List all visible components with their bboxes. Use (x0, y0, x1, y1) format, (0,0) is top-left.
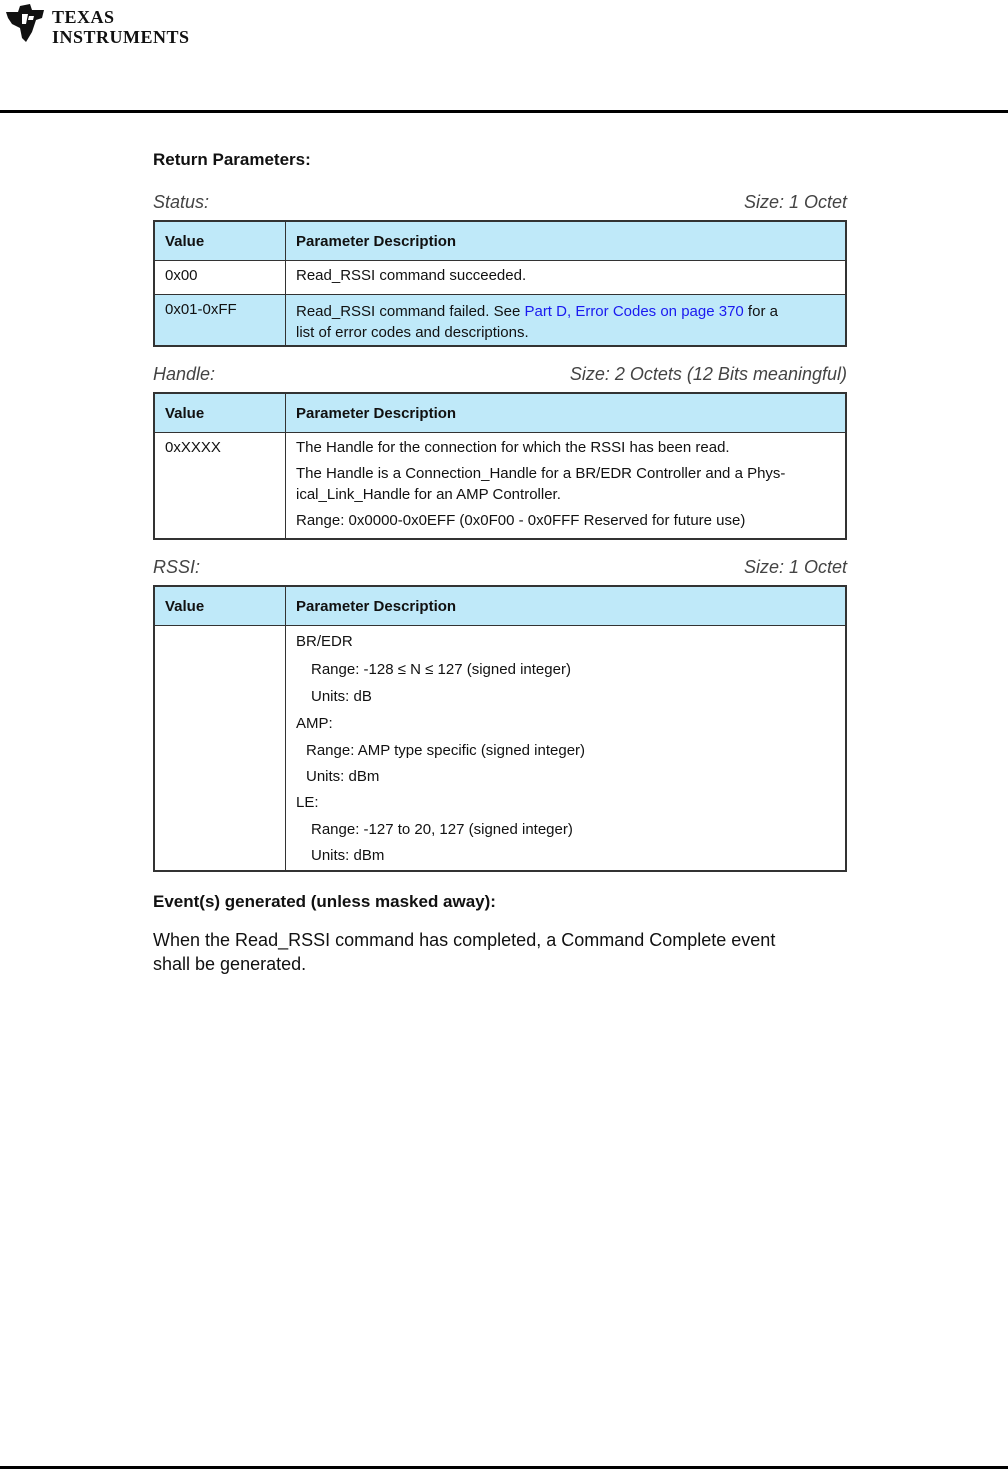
desc-text: The Handle for the connection for which the RSSI has been read. (296, 439, 730, 456)
cell-value: 0x00 (154, 261, 286, 295)
ti-logo-icon (2, 2, 48, 44)
cell-value (154, 626, 286, 872)
desc-text: ical_Link_Handle for an AMP Controller. (296, 486, 561, 503)
table-header-row (154, 393, 846, 433)
desc-text: Units: dBm (311, 847, 385, 864)
col-value-header: Value (154, 586, 286, 626)
col-desc-header: Parameter Description (286, 393, 847, 433)
status-table (153, 220, 847, 347)
events-title: Event(s) generated (unless masked away): (153, 892, 496, 911)
desc-text: Read_RSSI command failed. See (296, 303, 525, 320)
status-param-size: Size: 1 Octet (743, 192, 847, 212)
status-param-line (153, 192, 847, 213)
header-rule (0, 110, 1008, 113)
table-row (154, 261, 846, 295)
desc-text: BR/EDR (296, 633, 353, 650)
rssi-table (153, 585, 847, 872)
col-value-header: Value (154, 221, 286, 261)
error-codes-link[interactable]: Part D, Error Codes on page 370 (524, 303, 744, 320)
desc-text: Range: -127 to 20, 127 (signed integer) (311, 821, 573, 838)
events-text-line: When the Read_RSSI command has completed, a Command Complete event (153, 930, 776, 950)
table-row (154, 626, 846, 872)
col-desc-header: Parameter Description (286, 221, 847, 261)
cell-value: 0x01-0xFF (154, 295, 286, 347)
logo-text-texas: TEXAS (52, 7, 115, 27)
desc-text: Range: 0x0000-0x0EFF (0x0F00 - 0x0FFF Reserved for future use) (296, 512, 746, 529)
footer-rule (0, 1466, 1008, 1469)
handle-param-size: Size: 2 Octets (12 Bits meaningful) (569, 364, 847, 384)
cell-value: 0xXXXX (154, 433, 286, 540)
table-header-row (154, 221, 846, 261)
desc-text: for a (743, 303, 778, 320)
handle-param-name: Handle: (153, 364, 216, 384)
events-text-line: shall be generated. (153, 954, 307, 974)
col-value-header: Value (154, 393, 286, 433)
rssi-param-name: RSSI: (153, 557, 201, 577)
desc-text: LE: (296, 794, 319, 811)
desc-text: Range: AMP type specific (signed integer) (306, 742, 586, 759)
cell-desc (286, 626, 847, 872)
table-row (154, 433, 846, 540)
ti-logo (2, 2, 202, 46)
section-title: Return Parameters: (153, 150, 311, 169)
rssi-param-line (153, 557, 847, 578)
desc-text: list of error codes and descriptions. (296, 324, 529, 341)
cell-desc: Read_RSSI command succeeded. (286, 261, 847, 295)
desc-text: Units: dBm (306, 768, 380, 785)
cell-desc (286, 433, 847, 540)
handle-param-line (153, 364, 847, 385)
handle-table (153, 392, 847, 540)
col-desc-header: Parameter Description (286, 586, 847, 626)
table-header-row (154, 586, 846, 626)
table-row (154, 295, 846, 347)
document-content (153, 150, 847, 976)
status-param-name: Status: (153, 192, 210, 212)
desc-text: The Handle is a Connection_Handle for a BR/EDR Controller and a Phys- (296, 465, 786, 482)
cell-desc (286, 295, 847, 347)
desc-text: Units: dB (311, 688, 372, 705)
rssi-param-size: Size: 1 Octet (743, 557, 847, 577)
logo-text-instruments: INSTRUMENTS (52, 27, 190, 47)
desc-text: AMP: (296, 715, 333, 732)
desc-text: Range: -128 ≤ N ≤ 127 (signed integer) (311, 661, 571, 678)
